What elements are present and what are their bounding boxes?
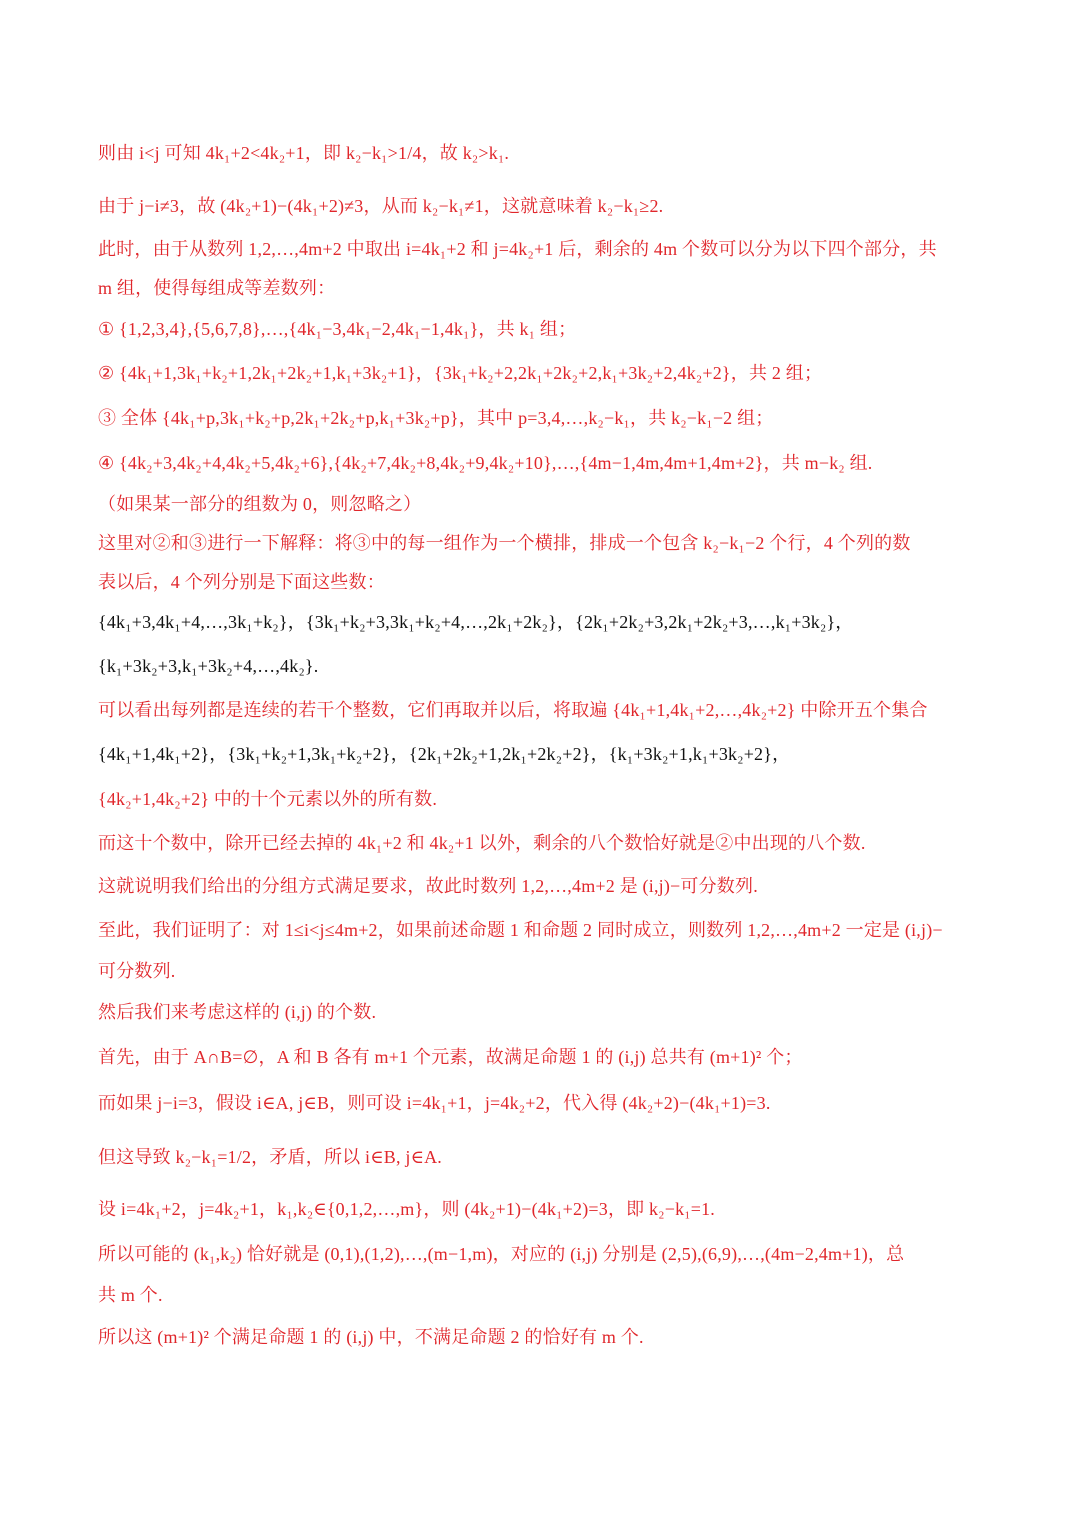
text-line: 可以看出每列都是连续的若干个整数，它们再取并以后，将取遍 {4k₁+1,4k₁+2,…,4k₂+2} 中除开五个集合 — [98, 700, 928, 720]
text-line: ② {4k₁+1,3k₁+k₂+1,2k₁+2k₂+1,k₁+3k₂+1}，{3k₁+k₂+2,2k₁+2k₂+2,k₁+3k₂+2,4k₂+2}，共 2 组； — [98, 363, 823, 383]
text-line: 而如果 j−i=3，假设 i∈A, j∈B，则可设 i=4k₁+1，j=4k₂+2，代入得 (4k₂+2)−(4k₁+1)=3. — [98, 1093, 771, 1113]
text-line: 此时，由于从数列 1,2,…,4m+2 中取出 i=4k₁+2 和 j=4k₂+1 后，剩余的 4m 个数可以分为以下四个部分，共 — [98, 239, 937, 259]
text-line: 这里对②和③进行一下解释：将③中的每一组作为一个横排，排成一个包含 k₂−k₁−2 个行，4 个列的数 — [98, 533, 911, 553]
text-line: 则由 i<j 可知 4k₁+2<4k₂+1，即 k₂−k₁>1/4，故 k₂>k₁. — [98, 143, 510, 163]
text-line: 所以这 (m+1)² 个满足命题 1 的 (i,j) 中，不满足命题 2 的恰好有 m 个. — [98, 1327, 644, 1347]
text-line: ④ {4k₂+3,4k₂+4,4k₂+5,4k₂+6},{4k₂+7,4k₂+8,4k₂+9,4k₂+10},…,{4m−1,4m,4m+1,4m+2}，共 m−k₂ 组. — [98, 453, 873, 473]
text-line: 至此，我们证明了：对 1≤i<j≤4m+2，如果前述命题 1 和命题 2 同时成立，则数列 1,2,…,4m+2 一定是 (i,j)− — [98, 920, 943, 940]
text-line: 而这十个数中，除开已经去掉的 4k₁+2 和 4k₂+1 以外，剩余的八个数恰好就是②中出现的八个数. — [98, 833, 866, 853]
text-line: （如果某一部分的组数为 0，则忽略之） — [98, 494, 422, 514]
text-line: 由于 j−i≠3，故 (4k₂+1)−(4k₁+2)≠3，从而 k₂−k₁≠1，这就意味着 k₂−k₁≥2. — [98, 196, 664, 216]
text-line: 首先，由于 A∩B=∅，A 和 B 各有 m+1 个元素，故满足命题 1 的 (i,j) 总共有 (m+1)² 个； — [98, 1047, 803, 1067]
text-line: 可分数列. — [98, 961, 176, 981]
text-line: {4k₁+1,4k₁+2}，{3k₁+k₂+1,3k₁+k₂+2}，{2k₁+2k₂+1,2k₁+2k₂+2}，{k₁+3k₂+1,k₁+3k₂+2}， — [98, 744, 791, 764]
text-line: {4k₂+1,4k₂+2} 中的十个元素以外的所有数. — [98, 789, 438, 809]
text-line: m 组，使得每组成等差数列： — [98, 278, 336, 298]
text-line: 这就说明我们给出的分组方式满足要求，故此时数列 1,2,…,4m+2 是 (i,j)−可分数列. — [98, 876, 758, 896]
text-line: 设 i=4k₁+2，j=4k₂+1，k₁,k₂∈{0,1,2,…,m}，则 (4k₂+1)−(4k₁+2)=3，即 k₂−k₁=1. — [98, 1199, 715, 1219]
text-line: 共 m 个. — [98, 1285, 163, 1305]
text-line: {k₁+3k₂+3,k₁+3k₂+4,…,4k₂}. — [98, 656, 319, 676]
text-line: 但这导致 k₂−k₁=1/2，矛盾，所以 i∈B, j∈A. — [98, 1147, 443, 1167]
text-line: ① {1,2,3,4},{5,6,7,8},…,{4k₁−3,4k₁−2,4k₁−1,4k₁}，共 k₁ 组； — [98, 319, 577, 339]
text-line: 表以后，4 个列分别是下面这些数： — [98, 572, 385, 592]
text-line: ③ 全体 {4k₁+p,3k₁+k₂+p,2k₁+2k₂+p,k₁+3k₂+p}，其中 p=3,4,…,k₂−k₁，共 k₂−k₁−2 组； — [98, 408, 774, 428]
text-line: 然后我们来考虑这样的 (i,j) 的个数. — [98, 1002, 377, 1022]
text-line: {4k₁+3,4k₁+4,…,3k₁+k₂}，{3k₁+k₂+3,3k₁+k₂+4,…,2k₁+2k₂}，{2k₁+2k₂+3,2k₁+2k₂+3,…,k₁+3k₂}， — [98, 612, 854, 632]
text-line: 所以可能的 (k₁,k₂) 恰好就是 (0,1),(1,2),…,(m−1,m)，对应的 (i,j) 分别是 (2,5),(6,9),…,(4m−2,4m+1)，总 — [98, 1244, 905, 1264]
